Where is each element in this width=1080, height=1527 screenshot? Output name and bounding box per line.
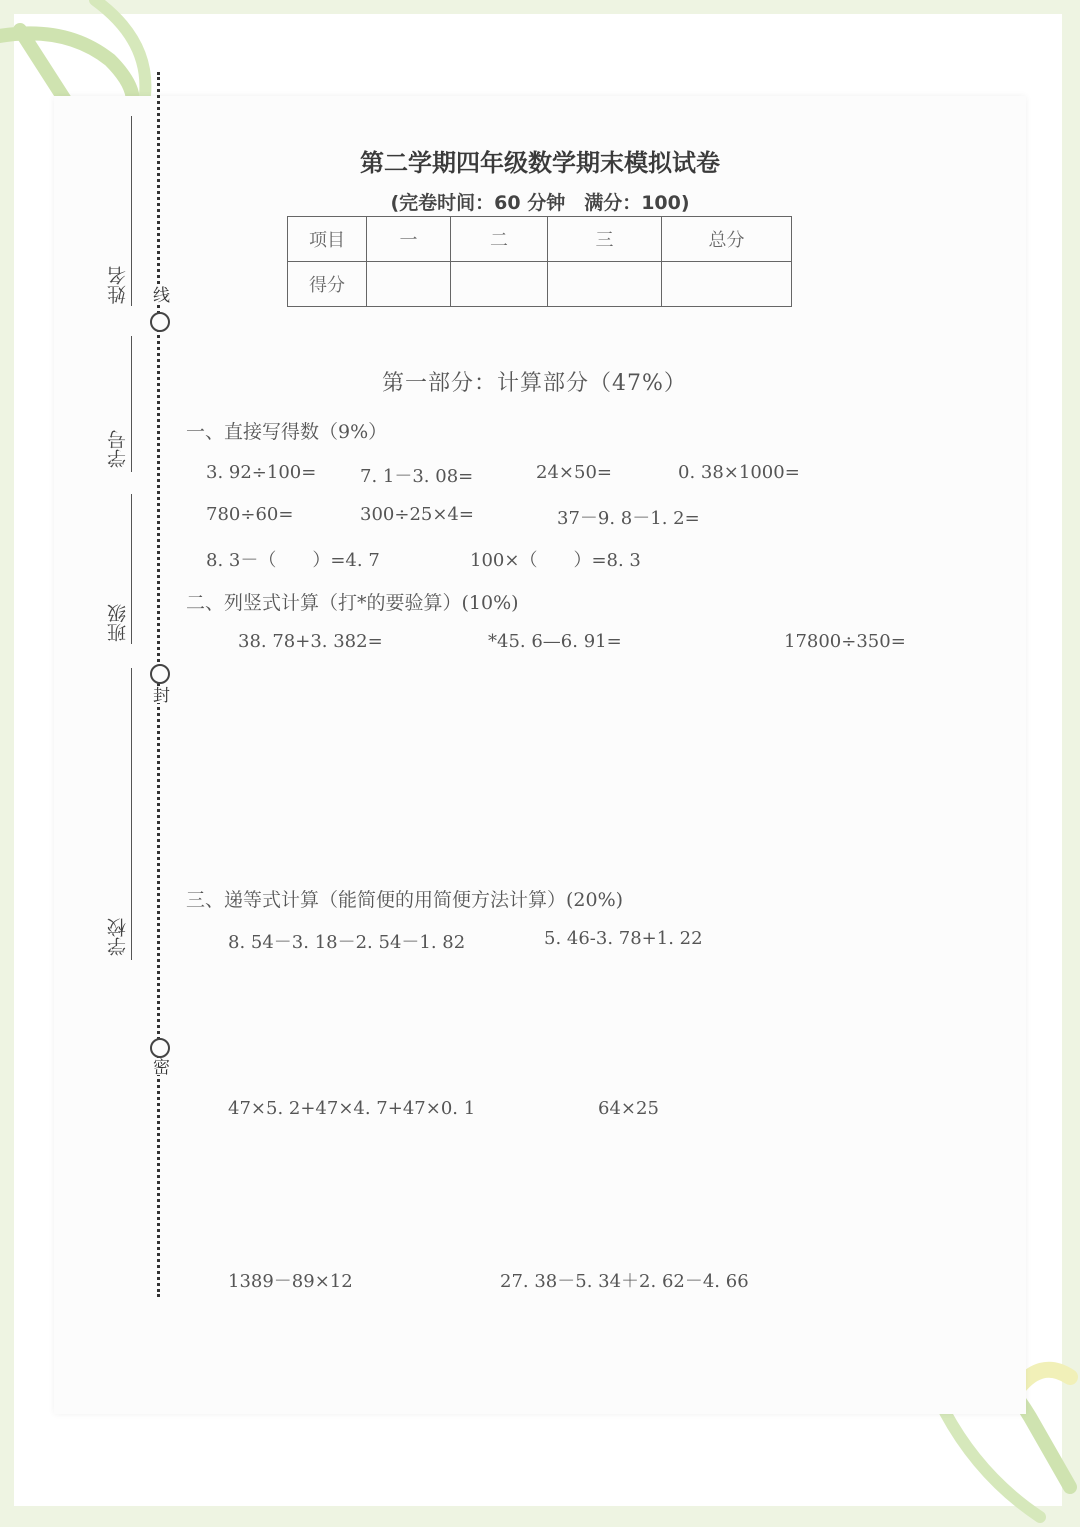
- problem: 17800÷350=: [784, 631, 906, 652]
- score-table-header-row: [288, 217, 792, 262]
- student-id-field-label: 学号: [107, 430, 129, 468]
- problem: 0. 38×1000=: [678, 462, 800, 483]
- score-header-cell: 一: [367, 217, 451, 262]
- problem: 38. 78+3. 382=: [238, 631, 383, 652]
- binding-mark-feng: 封: [149, 686, 169, 703]
- section2-title: 二、列竖式计算（打*的要验算）(10%): [186, 592, 519, 614]
- problem: 64×25: [598, 1098, 659, 1119]
- score-header-cell: 三: [548, 217, 662, 262]
- problem: 100×（ ）=8. 3: [470, 550, 641, 571]
- problem: 47×5. 2+47×4. 7+47×0. 1: [228, 1098, 476, 1119]
- binding-mark-mi: 密: [149, 1058, 169, 1075]
- score-input-cell[interactable]: [662, 262, 792, 307]
- school-field-line: [131, 668, 132, 960]
- score-input-cell[interactable]: [367, 262, 451, 307]
- problem: *45. 6—6. 91=: [488, 631, 622, 652]
- problem: 8. 54－3. 18－2. 54－1. 82: [228, 932, 466, 953]
- problem: 780÷60=: [206, 504, 294, 525]
- binding-circle-3: [150, 1038, 170, 1058]
- part1-title: 第一部分：计算部分（47%）: [382, 371, 687, 396]
- problem: 1389－89×12: [228, 1271, 353, 1292]
- score-row-label: 得分: [288, 262, 367, 307]
- problem: 3. 92÷100=: [206, 462, 317, 483]
- score-input-cell[interactable]: [451, 262, 548, 307]
- binding-circle-1: [150, 312, 170, 332]
- problem: 37－9. 8－1. 2=: [557, 508, 700, 529]
- problem: 24×50=: [536, 462, 612, 483]
- score-header-cell: 二: [451, 217, 548, 262]
- problem: 5. 46-3. 78+1. 22: [544, 928, 703, 949]
- binding-circle-2: [150, 664, 170, 684]
- problem: 7. 1－3. 08=: [360, 466, 474, 487]
- class-field-label: 班级: [107, 604, 129, 642]
- student-id-field-line: [131, 336, 132, 472]
- score-header-cell: 项目: [288, 217, 367, 262]
- binding-mark-xian: 线: [149, 286, 169, 303]
- class-field-line: [131, 494, 132, 644]
- problem: 27. 38－5. 34＋2. 62－4. 66: [500, 1271, 749, 1292]
- exam-subtitle: (完卷时间：60 分钟 满分：100): [390, 192, 690, 214]
- score-header-cell: 总分: [662, 217, 792, 262]
- exam-title: 第二学期四年级数学期末模拟试卷: [360, 149, 720, 177]
- problem: 300÷25×4=: [360, 504, 474, 525]
- problem: 8. 3－（ ）=4. 7: [206, 550, 380, 571]
- section1-title: 一、直接写得数（9%）: [186, 421, 388, 443]
- school-field-label: 学校: [107, 918, 129, 956]
- score-table: [287, 216, 792, 307]
- score-input-cell[interactable]: [548, 262, 662, 307]
- section3-title: 三、递等式计算（能简便的用简便方法计算）(20%): [186, 889, 624, 911]
- binding-dotted-line: [157, 72, 160, 1297]
- score-table-score-row: [288, 262, 792, 307]
- name-field-label: 姓名: [107, 266, 129, 304]
